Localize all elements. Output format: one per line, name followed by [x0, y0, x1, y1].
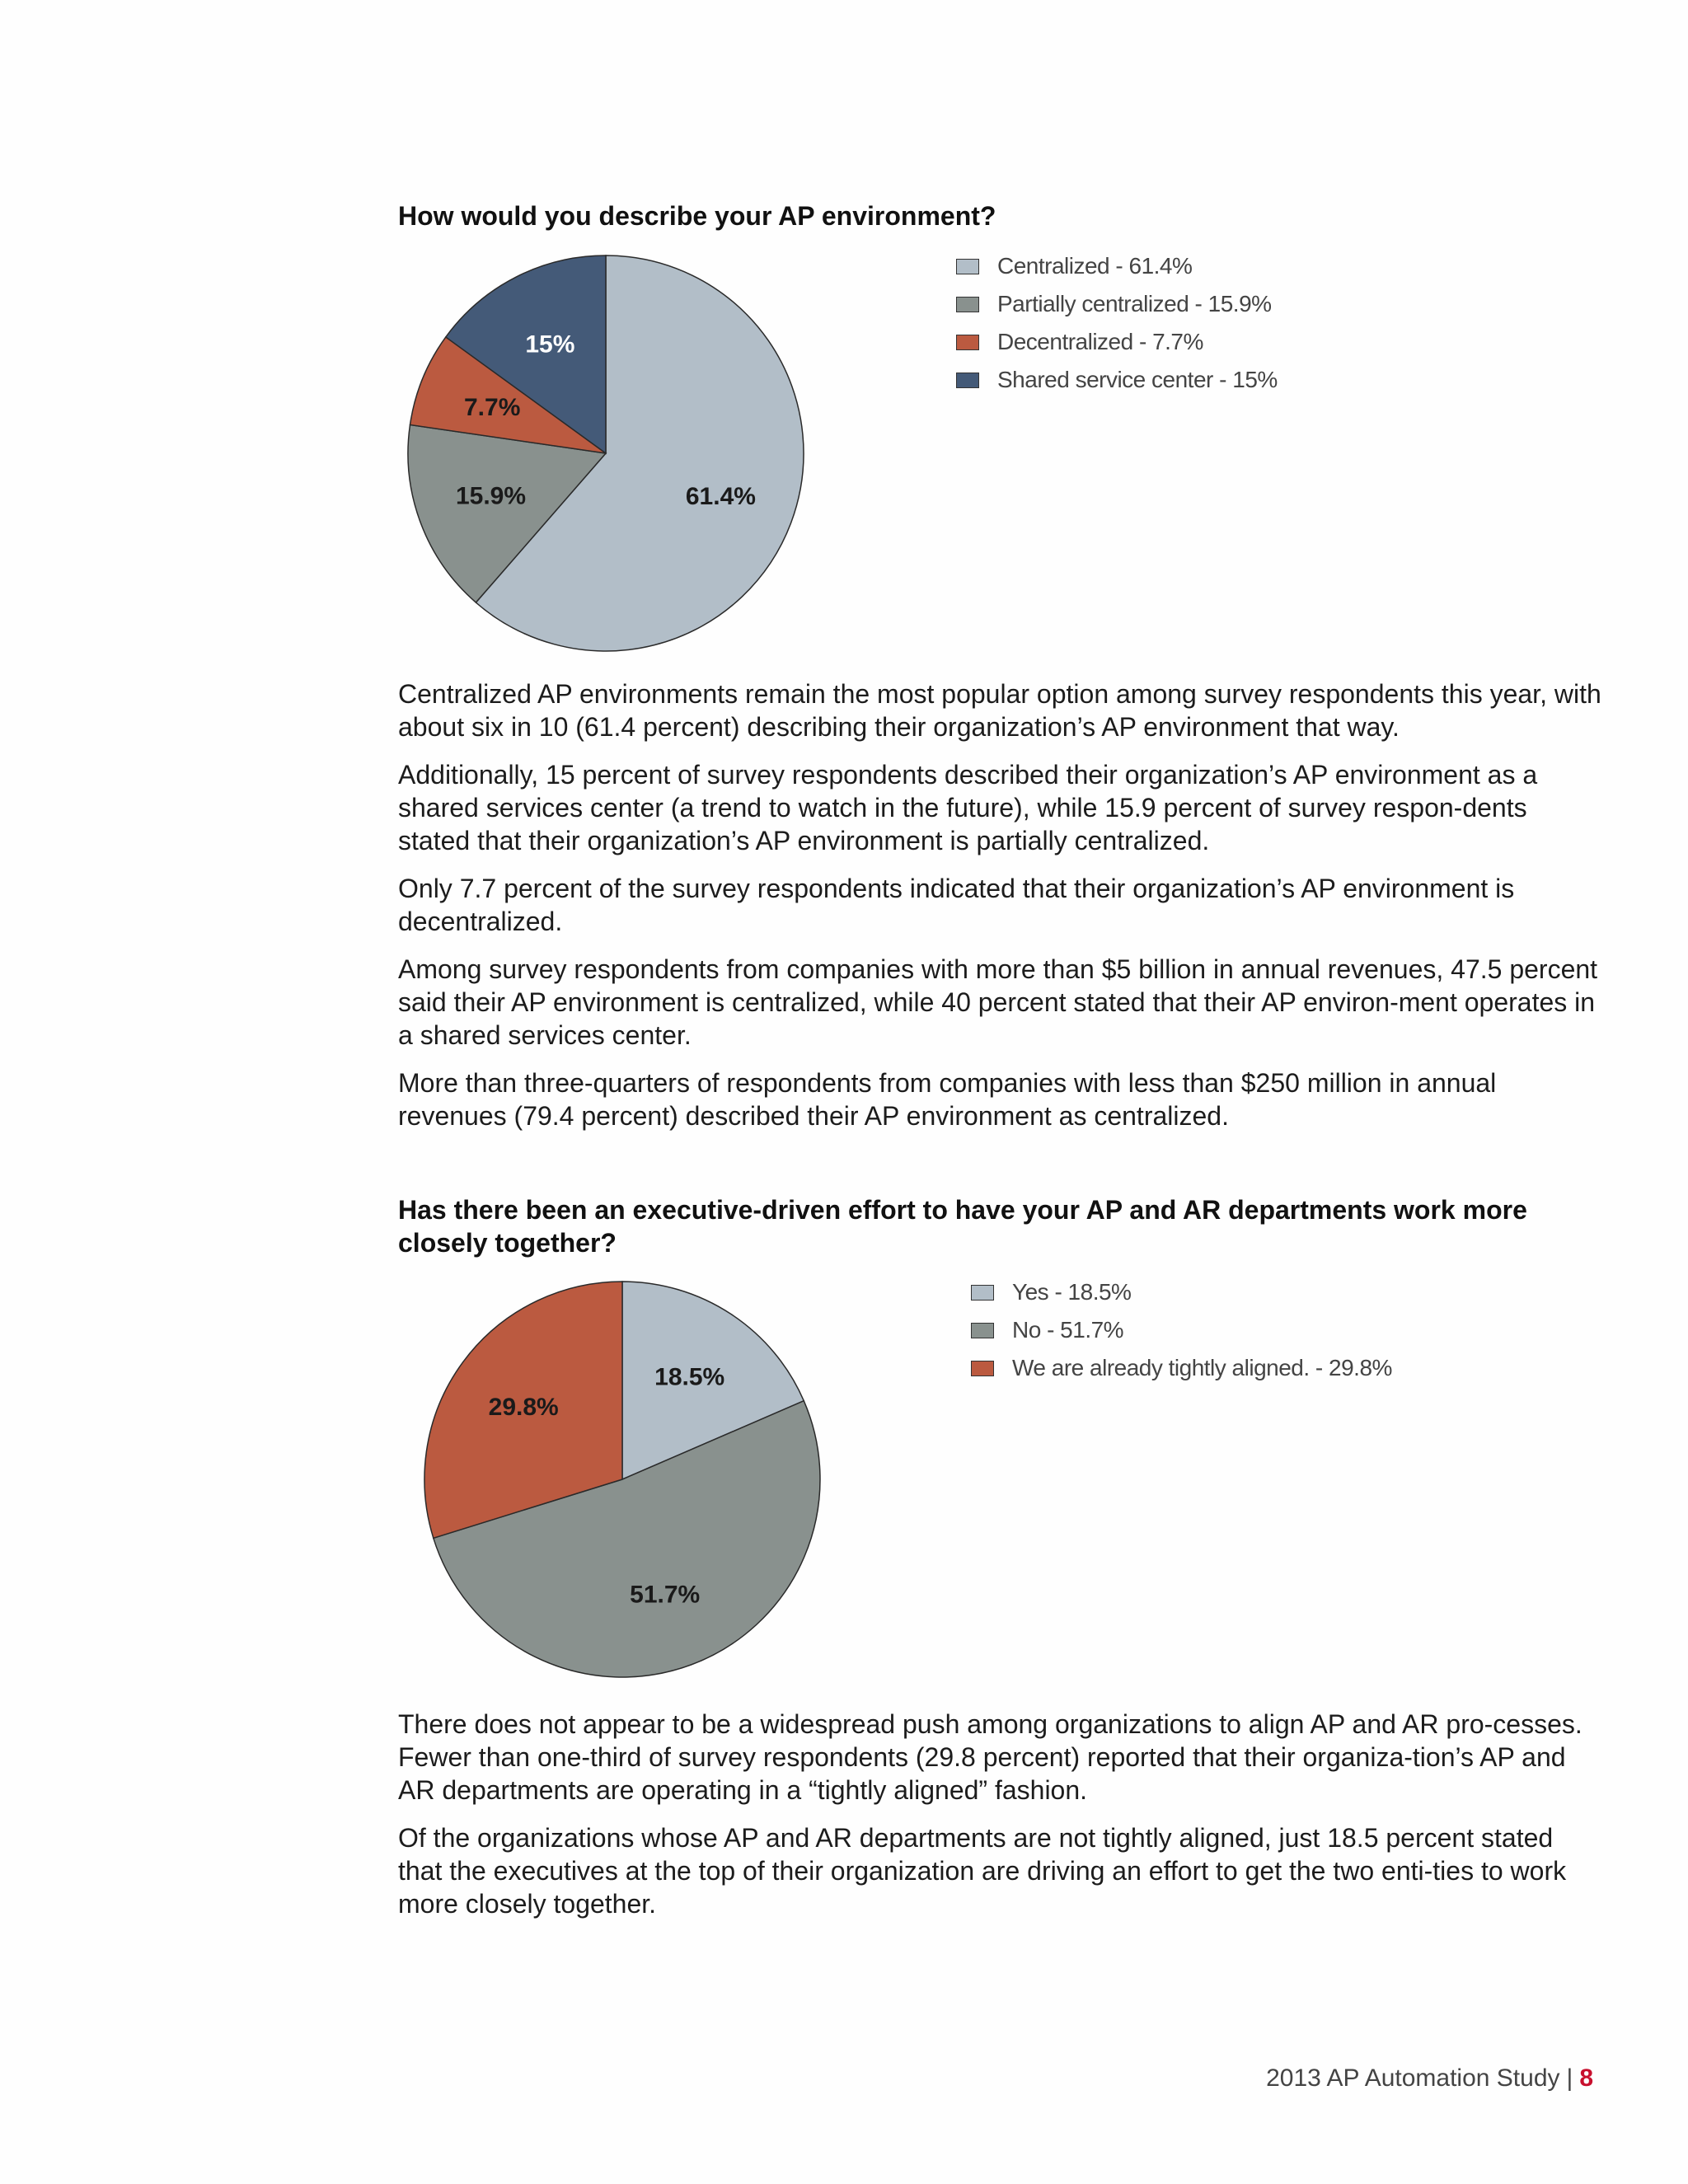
chart1-legend-swatch-2: [956, 335, 979, 350]
chart1-pie: [404, 251, 808, 655]
chart1-legend-swatch-1: [956, 297, 979, 312]
chart1-title: How would you describe your AP environment?: [398, 201, 996, 231]
paragraph: Of the organizations whose AP and AR departments are not tightly aligned, just 18.5 percent stated that the executives at the top of their organization are driving an effort to get the two enti-ties to work more closely together.: [398, 1823, 1567, 1919]
chart2-legend-swatch-0: [971, 1285, 994, 1301]
chart2-title: Has there been an executive-driven effort to have your AP and AR departments work more closely together?: [398, 1195, 1527, 1258]
chart1-legend-label-0: Centralized - 61.4%: [997, 253, 1193, 279]
chart2-legend-swatch-2: [971, 1361, 994, 1376]
chart2-data-label-1: 51.7%: [630, 1581, 701, 1609]
chart1-data-label-0: 61.4%: [685, 483, 756, 511]
chart2-legend-label-2: We are already tightly aligned. - 29.8%: [1012, 1355, 1392, 1380]
chart1-legend-label-3: Shared service center - 15%: [997, 367, 1278, 392]
chart2-legend-swatch-1: [971, 1323, 994, 1338]
chart2-data-label-0: 18.5%: [654, 1363, 725, 1391]
chart2-legend-label-1: No - 51.7%: [1012, 1317, 1124, 1343]
paragraph: Only 7.7 percent of the survey respondents indicated that their organization’s AP environment is decentralized.: [398, 874, 1515, 936]
chart2-legend-item-1: [971, 1311, 1392, 1349]
chart1-legend-item-1: [956, 285, 1278, 323]
chart1-legend-item-3: [956, 361, 1278, 399]
chart2-legend-item-0: [971, 1273, 1392, 1311]
chart2-pie: [420, 1277, 824, 1681]
footer-separator: |: [1566, 2064, 1573, 2092]
paragraph: There does not appear to be a widespread push among organizations to align AP and AR pro-cesses. Fewer than one-third of survey respondents (29.8 percent) reported that their organiza-tion’s AP and AR departments are operating in a “tightly aligned” fashion.: [398, 1709, 1582, 1805]
paragraph: More than three-quarters of respondents from companies with less than $250 million in annual revenues (79.4 percent) described their AP environment as centralized.: [398, 1068, 1497, 1131]
page-footer: [1266, 2064, 1593, 2093]
chart1-data-label-1: 15.9%: [455, 482, 527, 510]
chart1-legend-label-1: Partially centralized - 15.9%: [997, 291, 1272, 316]
chart1-legend-label-2: Decentralized - 7.7%: [997, 329, 1203, 354]
chart1-legend: [956, 247, 1278, 399]
chart1-data-label-3: 15%: [525, 330, 575, 359]
chart2-legend: [971, 1273, 1392, 1387]
chart1-legend-swatch-3: [956, 373, 979, 388]
page-number: 8: [1579, 2064, 1593, 2092]
chart1-legend-item-0: [956, 247, 1278, 285]
section1-text: [398, 677, 1601, 1147]
chart2-legend-item-2: [971, 1349, 1392, 1387]
chart2-data-label-2: 29.8%: [488, 1393, 559, 1421]
paragraph: Among survey respondents from companies with more than $5 billion in annual revenues, 47.5 percent said their AP environment is centralized, while 40 percent stated that their AP environ-ment operates in a shared services center.: [398, 954, 1598, 1050]
chart1-legend-item-2: [956, 323, 1278, 361]
paragraph: Additionally, 15 percent of survey respondents described their organization’s AP environment as a shared services center (a trend to watch in the future), while 15.9 percent of survey respon-dents stated that their organization’s AP environment is partially centralized.: [398, 760, 1538, 855]
chart2-legend-label-0: Yes - 18.5%: [1012, 1279, 1132, 1305]
chart1-data-label-2: 7.7%: [464, 393, 521, 421]
chart1-legend-swatch-0: [956, 259, 979, 274]
footer-title: 2013 AP Automation Study: [1266, 2064, 1560, 2092]
paragraph: Centralized AP environments remain the most popular option among survey respondents this year, with about six in 10 (61.4 percent) describing their organization’s AP environment that way.: [398, 679, 1601, 742]
section2-text: [398, 1708, 1601, 1935]
